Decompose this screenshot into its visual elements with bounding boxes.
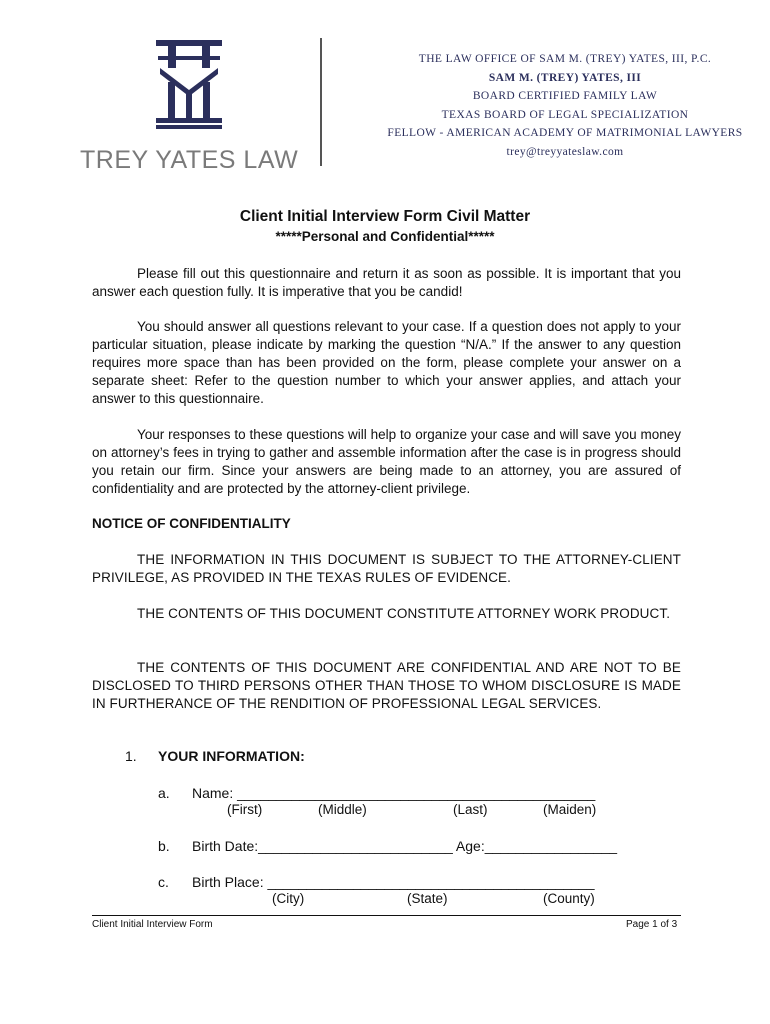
footer-form-name: Client Initial Interview Form [92,919,213,930]
section-number: 1. [125,748,137,764]
birth-place-state-label: (State) [407,891,448,906]
birth-place-blank: __________________________________________ [267,874,595,890]
notice-privilege: THE INFORMATION IN THIS DOCUMENT IS SUBJECT TO THE ATTORNEY-CLIENT PRIVILEGE, AS PROVIDED IN THE TEXAS RULES OF EVIDENCE. [92,552,681,585]
attorney-name: SAM M. (TREY) YATES, III [488,71,642,84]
section-title: YOUR INFORMATION: [158,748,305,764]
firm-logo [80,36,300,176]
header-divider [320,38,322,166]
name-field[interactable]: Name: ______________________________________________ [192,785,596,801]
firm-monogram-icon [154,38,224,130]
name-last-label: (Last) [453,802,488,817]
document-title: Client Initial Interview Form Civil Matter [239,208,531,225]
field-letter-c: c. [158,874,169,890]
firm-info [360,50,770,161]
name-maiden-label: (Maiden) [543,802,597,817]
age-label: Age: [452,838,485,854]
intro-paragraph: Please fill out this questionnaire and return it as soon as possible. It is important that you answer each question fully. It is imperative that you be candid! [92,266,681,299]
age-blank: _________________ [484,838,618,854]
document-subtitle: *****Personal and Confidential***** [275,229,495,244]
brand-name: TREY YATES LAW [80,146,299,174]
birth-date-field[interactable]: Birth Date:_________________________ Age:_________________ [192,838,618,854]
field-letter-a: a. [158,785,170,801]
certification-line: BOARD CERTIFIED FAMILY LAW [472,90,658,102]
footer-rule [92,915,681,916]
notice-heading: NOTICE OF CONFIDENTIALITY [92,516,291,531]
birth-date-blank: _________________________ [258,838,453,854]
name-middle-label: (Middle) [318,802,367,817]
firm-email[interactable]: trey@treyyateslaw.com [506,145,624,158]
purpose-paragraph: Your responses to these questions will help to organize your case and will save you money on attorney’s fees in trying to gather and assemble information after the case is in progress should you retain our firm. Since your answers are being made to an attorney, you are assured of confidentiality and are protected by the attorney-client privilege. [92,427,681,496]
instructions-paragraph: You should answer all questions relevant to your case. If a question does not apply to your particular situation, please indicate by marking the question “N/A.” If the answer to any question requires more space than has been provided on the form, please complete your answer on a separate sheet: Refer to the question number to which your answer applies, and attach your answer to this questionnaire. [92,319,681,406]
name-blank: ______________________________________________ [237,785,596,801]
board-line: TEXAS BOARD OF LEGAL SPECIALIZATION [441,108,689,121]
firm-name: THE LAW OFFICE OF SAM M. (TREY) YATES, III, P.C. [418,53,712,65]
birth-place-county-label: (County) [543,891,595,906]
birth-place-city-label: (City) [272,891,305,906]
fellowship-line: FELLOW - AMERICAN ACADEMY OF MATRIMONIAL LAWYERS [387,127,743,139]
notice-disclosure: THE CONTENTS OF THIS DOCUMENT ARE CONFIDENTIAL AND ARE NOT TO BE DISCLOSED TO THIRD PERSONS OTHER THAN THOSE TO WHOM DISCLOSURE IS MADE IN FURTHERANCE OF THE RENDITION OF PROFESSIONAL LEGAL SERVICES. [92,660,681,711]
field-letter-b: b. [158,838,170,854]
birth-place-field[interactable]: Birth Place: __________________________________________ [192,874,595,890]
notice-work-product: THE CONTENTS OF THIS DOCUMENT CONSTITUTE ATTORNEY WORK PRODUCT. [137,606,671,621]
footer-page-number: Page 1 of 3 [626,919,678,930]
name-first-label: (First) [227,802,263,817]
